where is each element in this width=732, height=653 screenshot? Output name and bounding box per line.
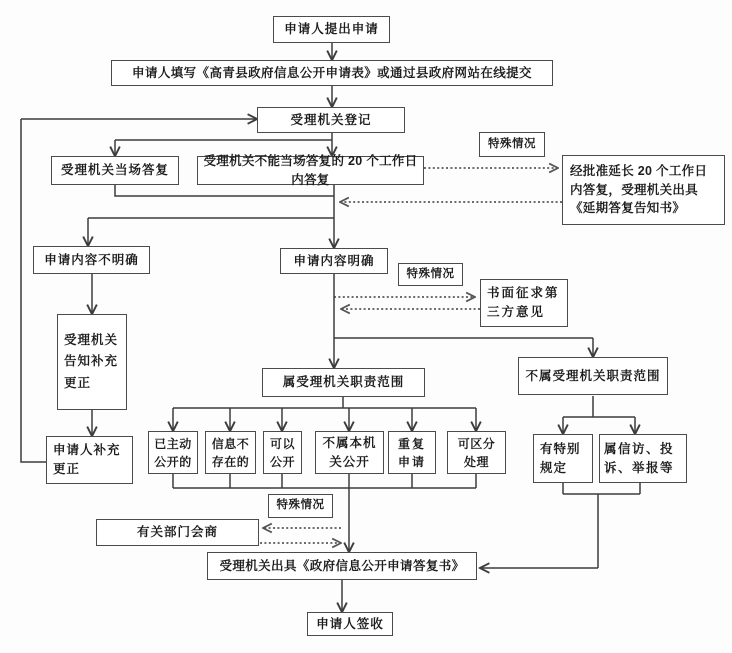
node-issue-reply-document: 受理机关出具《政府信息公开申请答复书》 [207, 552, 477, 580]
node-sign-receipt: 申请人签收 [307, 612, 393, 636]
node-register: 受理机关登记 [257, 107, 405, 133]
node-content-clear: 申请内容明确 [280, 248, 388, 274]
node-info-nonexistent: 信息不存在的 [205, 431, 256, 474]
node-petition-complaint: 属信访、投诉、举报等 [599, 434, 687, 483]
node-not-this-org: 不属本机关公开 [315, 431, 384, 474]
node-already-public: 已主动公开的 [148, 431, 198, 474]
node-reply-within-20-days: 受理机关不能当场答复的 20 个工作日内答复 [197, 156, 424, 185]
node-notify-supplement: 受理机关告知补充更正 [57, 314, 127, 410]
node-in-scope: 属受理机关职责范围 [262, 368, 425, 397]
node-special-case-label-3: 特殊情况 [268, 494, 333, 518]
node-applicant-supplement: 申请人补充更正 [46, 436, 133, 484]
node-special-case-label-1: 特殊情况 [479, 132, 545, 157]
node-separable-handling: 可区分处理 [447, 431, 506, 474]
node-onspot-reply: 受理机关当场答复 [51, 156, 179, 185]
node-extend-20-days: 经批准延长 20 个工作日内答复，受理机关出具《延期答复告知书》 [562, 155, 725, 225]
node-fill-application-form: 申请人填写《高青县政府信息公开申请表》或通过县政府网站在线提交 [111, 60, 553, 86]
node-can-disclose: 可以公开 [263, 431, 302, 474]
node-content-unclear: 申请内容不明确 [33, 246, 150, 274]
node-dept-consultation: 有关部门会商 [96, 519, 259, 546]
node-third-party-opinion: 书面征求第三方意见 [480, 279, 568, 327]
node-repeated-request: 重复申请 [388, 431, 436, 474]
node-applicant-submit: 申请人提出申请 [273, 16, 390, 43]
node-special-rules: 有特别规定 [533, 434, 593, 483]
node-out-of-scope: 不属受理机关职责范围 [518, 357, 668, 395]
node-special-case-label-2: 特殊情况 [398, 263, 463, 286]
